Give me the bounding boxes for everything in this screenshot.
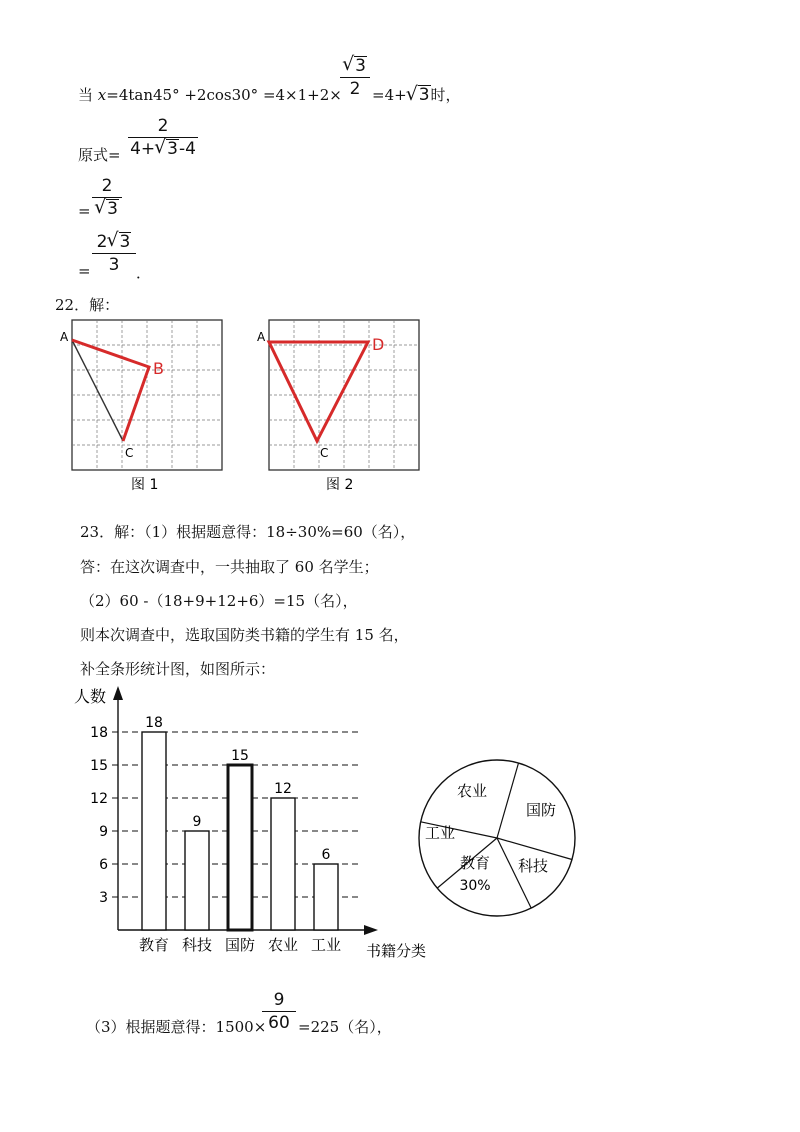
pie-annotation: 30% — [459, 878, 491, 894]
q23-line1: 23．解：（1）根据题意得：18÷30%=60（名）， — [80, 523, 416, 541]
q23-line4: 则本次调查中，选取国防类书籍的学生有 15 名， — [80, 626, 409, 644]
bar-国防 — [228, 765, 252, 930]
q23-line3: （2）60 -（18+9+12+6）=15（名）， — [80, 592, 358, 610]
label-C: C — [125, 446, 134, 460]
x-axis-label: 书籍分类 — [366, 942, 427, 960]
y-tick-label: 9 — [99, 824, 108, 840]
frac1-num: 3 — [355, 56, 366, 76]
q21-frac2: 2 4+√ 3-4 — [128, 116, 198, 159]
q21-eq: =4+ — [372, 86, 407, 104]
pie-label-国防: 国防 — [525, 801, 557, 819]
fig2-caption: 图 2 — [326, 477, 354, 493]
frac2-num: 2 — [157, 116, 169, 136]
bar-教育 — [142, 732, 166, 930]
pie-chart — [410, 758, 580, 923]
pie-label-工业: 工业 — [424, 824, 456, 842]
bar-科技 — [185, 831, 209, 930]
var-x: x — [97, 86, 107, 104]
q22-figure-2 — [252, 315, 432, 500]
pie-label-教育: 教育 — [459, 854, 491, 872]
bar-农业 — [271, 798, 295, 930]
label-C2: C — [320, 446, 329, 460]
q23-frac: 9 60 — [262, 990, 296, 1033]
q22-figure-1 — [55, 315, 235, 500]
data-label: 6 — [321, 847, 331, 863]
q21-label: 原式= — [78, 146, 121, 164]
label-B: B — [153, 359, 164, 378]
q23-line2: 答：在这次调查中，一共抽取了 60 名学生； — [80, 558, 379, 576]
x-axis-arrow — [364, 925, 378, 935]
data-label: 12 — [274, 781, 292, 797]
bar-工业 — [314, 864, 338, 930]
y-tick-label: 6 — [99, 857, 108, 873]
x-tick-label: 工业 — [310, 936, 342, 954]
data-label: 18 — [145, 715, 163, 731]
pie-label-科技: 科技 — [517, 857, 549, 875]
label-D: D — [372, 335, 385, 354]
data-label: 9 — [192, 814, 202, 830]
x-tick-label: 科技 — [181, 936, 213, 954]
q21-rad: 3 — [418, 85, 430, 105]
q21-prefix: 当 — [78, 86, 98, 104]
y-tick-label: 18 — [90, 725, 108, 741]
y-axis-arrow — [113, 686, 123, 700]
frac1-den: 2 — [349, 79, 361, 99]
x-tick-label: 教育 — [138, 936, 170, 954]
label-A: A — [60, 330, 69, 344]
label-A2: A — [257, 330, 266, 344]
y-tick-label: 12 — [90, 791, 108, 807]
data-label: 15 — [231, 748, 249, 764]
q21-frac4: 2√ 3 3 — [92, 232, 136, 275]
q22-header: 22．解： — [55, 296, 120, 314]
q21-frac1 — [340, 56, 370, 99]
q23-line5: 补全条形统计图，如图所示： — [80, 660, 276, 678]
x-tick-label: 国防 — [224, 936, 256, 954]
y-tick-label: 3 — [99, 890, 108, 906]
bar-chart — [70, 680, 440, 965]
y-axis-label: 人数 — [74, 687, 107, 706]
x-tick-label: 农业 — [267, 936, 299, 954]
q21-expr: =4tan45° +2cos30° =4×1+2× — [106, 86, 342, 104]
fig1-caption: 图 1 — [131, 477, 159, 493]
y-tick-label: 15 — [90, 758, 108, 774]
pie-label-农业: 农业 — [456, 782, 488, 800]
q21-frac3: 2 √ 3 — [92, 176, 122, 219]
q21-suffix: 时， — [430, 86, 461, 104]
